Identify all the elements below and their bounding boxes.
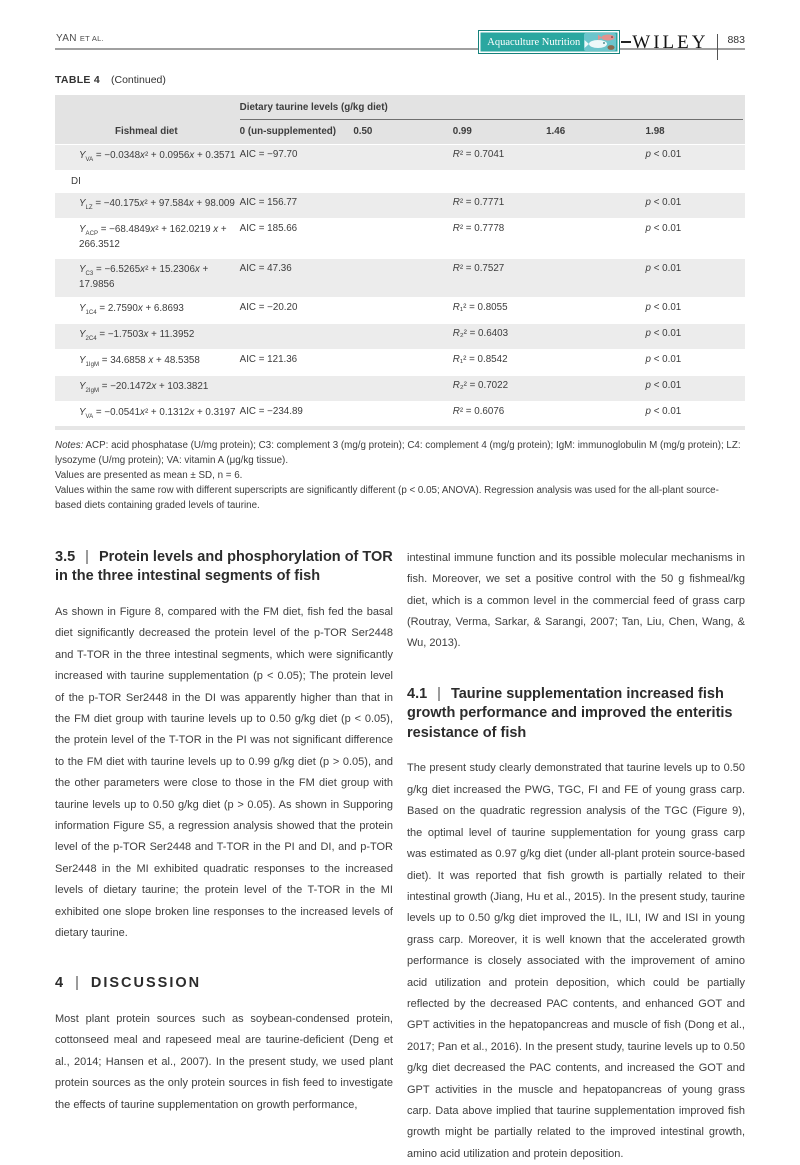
empty-cell	[353, 258, 452, 298]
p-value-cell: p < 0.01	[646, 375, 745, 401]
table-row	[55, 218, 745, 258]
empty-cell	[546, 218, 645, 258]
equation-cell: $Y_{ACP} = -68.4849x^2 + 162.0219$ x + 266.3512	[55, 218, 240, 258]
equation-cell: $Y_{1IgM} = 34.6858$ x + 48.5358	[55, 349, 240, 375]
body-columns	[55, 548, 745, 1165]
equation-cell: $Y_{VA} = -0.0541x^2 + 0.1312x + 0.3197$	[55, 401, 240, 427]
discussion-paragraph-left: Most plant protein sources such as soybean-condensed protein, cottonseed meal and rapeseed meal are taurine-deficient (Deng et al., 2014; Hansen et al., 2007). In the present study, we used plant protein sources as the only protein sources in fish feed to investigate the effects of taurine supplementation on growth performance,	[55, 1012, 393, 1111]
notes-abbreviations: Notes: ACP: acid phosphatase (U/mg protein); C3: complement 3 (mg/g protein); C4: complement 4 (mg/g protein); IgM: immunoglobulin M (mg/g protein); LZ: lysozyme (U/mg protein); VA: vitamin A (μg/kg tissue).	[55, 440, 741, 467]
equation-cell: $Y_{C3} = -6.5265x^2 + 15.2306x + 17.9856$	[55, 258, 240, 298]
table-caption-note: (Continued)	[111, 74, 166, 86]
notes-label: Notes:	[55, 440, 84, 452]
regression-table	[55, 95, 745, 430]
empty-cell	[546, 375, 645, 401]
empty-cell	[353, 349, 452, 375]
aic-cell: AIC = 47.36	[240, 258, 354, 298]
aic-cell	[240, 375, 354, 401]
equation-cell: $Y_{LZ} = -40.175x^2 + 97.584x + 98.009$	[55, 192, 240, 218]
page-header	[0, 0, 800, 58]
p-value-cell: p < 0.01	[646, 323, 745, 349]
span-header-label: Dietary taurine levels (g/kg diet)	[240, 102, 743, 120]
empty-cell	[546, 401, 645, 427]
table-row	[55, 375, 745, 401]
regression-table-body	[55, 144, 745, 426]
section-number: 3.5	[55, 548, 76, 565]
badge-dash	[621, 41, 631, 43]
r2-cell: R₁² = 0.8055	[453, 297, 546, 323]
empty-cell	[353, 144, 452, 170]
notes-significance: Values within the same row with different superscripts are significantly different (p < 0.05; ANOVA). Regression analysis was used for the all-plant source-based diets containing graded levels of taurine.	[55, 484, 719, 511]
r2-cell: R² = 0.7527	[453, 258, 546, 298]
col-header-099: 0.99	[453, 120, 546, 144]
aic-cell: AIC = 121.36	[240, 349, 354, 375]
p-value-cell: p < 0.01	[646, 297, 745, 323]
table-row	[55, 258, 745, 298]
equation-cell: $Y_{VA} = -0.0348x^2 + 0.0956x + 0.3571$	[55, 144, 240, 170]
r2-cell: R² = 0.7041	[453, 144, 546, 170]
aic-cell: AIC = 185.66	[240, 218, 354, 258]
running-head: YAN ET AL.	[56, 33, 105, 44]
aic-cell: AIC = −97.70	[240, 144, 354, 170]
header-corner-cell	[55, 95, 240, 120]
right-column	[407, 548, 745, 1165]
aic-cell: AIC = −20.20	[240, 297, 354, 323]
equation-cell: $Y_{2C4} = -1.7503x + 11.3952$	[55, 323, 240, 349]
left-column	[55, 548, 393, 1165]
table-row	[55, 401, 745, 427]
section-3-5-paragraph: As shown in Figure 8, compared with the FM diet, fish fed the basal diet significantly decreased the protein level of the p-TOR Ser2448 and T-TOR in the three intestinal segments, which were significantly increased with taurine supplementation (p < 0.05); The protein level of the p-TOR Ser2448 in the DI was apparently higher than that in the FM diet group with taurine levels up to 0.50 g/kg diet (p < 0.05), the protein level of the T-TOR in the PI was not significant difference to the FM diet with taurine levels up to 0.99 g/kg diet (p > 0.05), and the other parameters were close to those in the FM diet group with taurine levels up to 0.50 g/kg diet (p > 0.05). As shown in Supporing information Figure S5, a regression analysis showed that the protein level of the p-TOR Ser2448 and T-TOR in the PI and DI, and p-TOR Ser2448 in the MI exhibited quadratic responses to the increased levels of dietary taurine; the protein level of the T-TOR in the MI exhibited one slope broken line responses to the increased levels of dietary taurine.	[55, 605, 393, 939]
empty-cell	[546, 144, 645, 170]
table-notes	[55, 439, 745, 513]
r2-cell: R² = 0.7778	[453, 218, 546, 258]
regression-table-wrap	[55, 95, 745, 430]
aic-cell: AIC = 156.77	[240, 192, 354, 218]
empty-cell	[546, 349, 645, 375]
empty-cell	[353, 375, 452, 401]
table-caption	[55, 74, 745, 86]
notes-mean-sd: Values are presented as mean ± SD, n = 6.	[55, 470, 243, 482]
table-row	[55, 297, 745, 323]
empty-cell	[353, 218, 452, 258]
header-right	[478, 30, 745, 58]
p-value-cell: p < 0.01	[646, 401, 745, 427]
section-label-cell: DI	[55, 170, 745, 192]
p-value-cell: p < 0.01	[646, 218, 745, 258]
span-header-cell	[240, 95, 745, 120]
page-number: 883	[717, 34, 745, 60]
p-value-cell: p < 0.01	[646, 349, 745, 375]
section-heading-4-1	[407, 685, 745, 744]
section-4-1-paragraph: The present study clearly demonstrated that taurine levels up to 0.50 g/kg diet increased the PWG, TGC, FI and FE of young grass carp. Based on the quadratic regression analysis of the TGC (Figure 9), the optimal level of taurine supplementation for young grass carp was estimated as 0.97 g/kg diet (under all-plant protein source-based diet). It was reported that fish growth is partially related to their intestinal growth (Jiang, Hu et al., 2015). In the present study, taurine levels up to 0.50 g/kg diet improved the IL, ILI, IW and ISI in young grass carp. Moreover, it is well known that the accelerated growth performance is closely associated with the improvement of amino acid utilization and protein deposition, which could be partially reflected by the decreased PAC contents, and enhanced GOT and GPT activities in the hepatopancreas and muscle of fish (Dong et al., 2017; Pan et al., 2016). In the present study, taurine levels up to 0.50 g/kg diet decreased the PAC contents, and increased the GOT and GPT activities in the muscle and hepatopancreas of young grass carp. Data above implied that taurine supplementation improved fish growth might be partially related to the improved intestinal growth, amino acid utilization and protein deposition.	[407, 762, 745, 1160]
publisher-logo: WILEY	[632, 32, 709, 53]
table-row	[55, 323, 745, 349]
table-caption-label: TABLE 4	[55, 74, 101, 86]
empty-cell	[353, 192, 452, 218]
empty-cell	[353, 323, 452, 349]
col-header-050: 0.50	[353, 120, 452, 144]
equation-cell: $Y_{2IgM} = -20.1472x + 103.3821$	[55, 375, 240, 401]
empty-cell	[353, 297, 452, 323]
section-pipe: |	[75, 975, 81, 992]
section-number: 4	[55, 975, 66, 992]
col-header-fishmeal: Fishmeal diet	[55, 120, 240, 144]
col-header-146: 1.46	[546, 120, 645, 144]
fish-icon	[584, 33, 616, 51]
table-row	[55, 144, 745, 170]
p-value-cell: p < 0.01	[646, 144, 745, 170]
col-header-198: 1.98	[646, 120, 745, 144]
table-section-row	[55, 170, 745, 192]
col-header-0: 0 (un-supplemented)	[240, 120, 354, 144]
journal-badge	[478, 30, 620, 54]
section-number: 4.1	[407, 685, 428, 702]
section-pipe: |	[437, 685, 441, 702]
table-row	[55, 349, 745, 375]
section-title: Protein levels and phosphorylation of TOR in the three intestinal segments of fish	[55, 548, 393, 585]
empty-cell	[546, 297, 645, 323]
empty-cell	[546, 258, 645, 298]
empty-cell	[546, 323, 645, 349]
aic-cell: AIC = −234.89	[240, 401, 354, 427]
r2-cell: R₂² = 0.6403	[453, 323, 546, 349]
aic-cell	[240, 323, 354, 349]
discussion-paragraph-continued: intestinal immune function and its possible molecular mechanisms in fish. Moreover, we set a positive control with the 50 g fishmeal/kg diet, which is a common level in the commercial feed of grass carp (Routray, Verma, Sarkar, & Sarangi, 2007; Tan, Liu, Chen, Wang, & Wu, 2013).	[407, 551, 745, 650]
r2-cell: R² = 0.6076	[453, 401, 546, 427]
section-heading-3-5	[55, 548, 393, 587]
table-row	[55, 192, 745, 218]
table-header	[55, 95, 745, 144]
section-title: Taurine supplementation increased fish growth performance and improved the enteritis resistance of fish	[407, 685, 733, 741]
section-pipe: |	[85, 548, 89, 565]
r2-cell: R² = 0.7771	[453, 192, 546, 218]
r2-cell: R₂² = 0.7022	[453, 375, 546, 401]
journal-badge-label: Aquaculture Nutrition	[487, 36, 581, 48]
empty-cell	[546, 192, 645, 218]
empty-cell	[353, 401, 452, 427]
equation-cell: $Y_{1C4} = 2.7590x + 6.8693$	[55, 297, 240, 323]
r2-cell: R₁² = 0.8542	[453, 349, 546, 375]
p-value-cell: p < 0.01	[646, 258, 745, 298]
section-heading-4	[55, 974, 393, 994]
p-value-cell: p < 0.01	[646, 192, 745, 218]
section-title: DISCUSSION	[90, 975, 202, 992]
